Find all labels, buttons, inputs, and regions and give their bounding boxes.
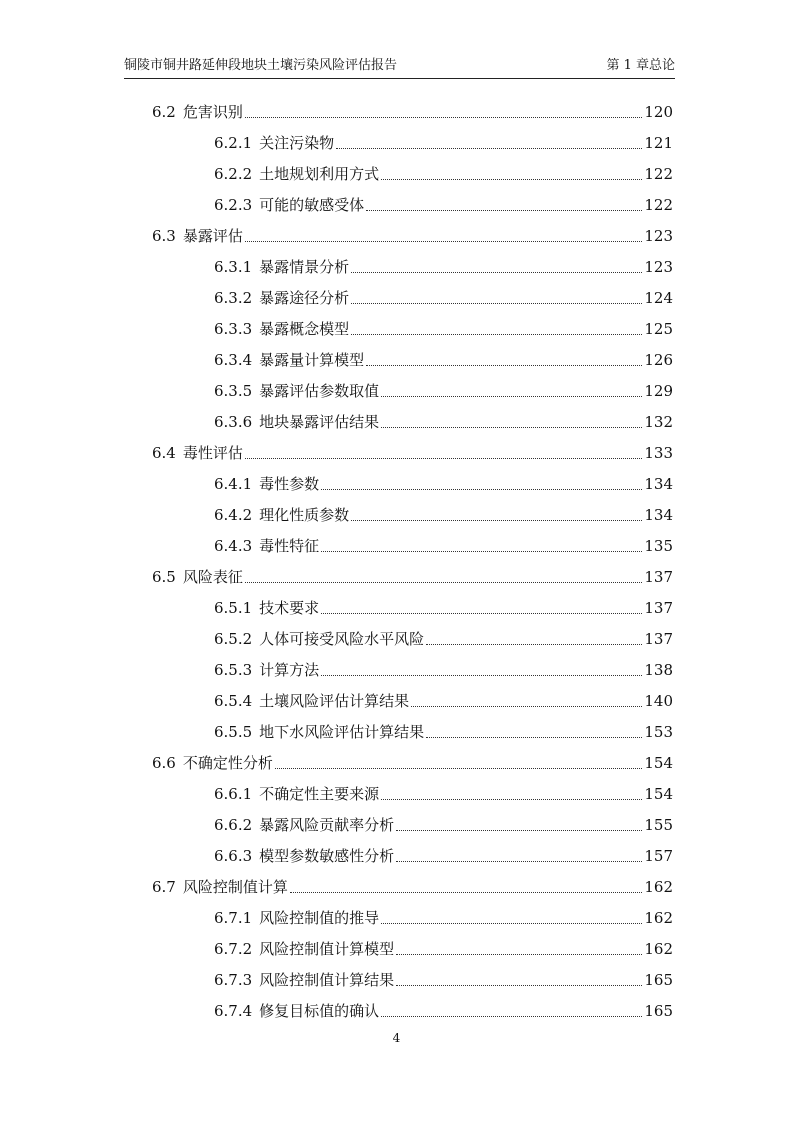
toc-entry[interactable] xyxy=(214,533,673,555)
toc-entry-number: 6.6.2 xyxy=(214,816,253,834)
toc-entry[interactable] xyxy=(214,595,673,617)
toc-entry-page: 133 xyxy=(644,444,673,462)
toc-entry[interactable] xyxy=(214,471,673,493)
toc-dot-leader xyxy=(366,210,642,211)
toc-entry-title: 毒性特征 xyxy=(259,537,320,555)
toc-dot-leader xyxy=(321,489,642,490)
toc-dot-leader xyxy=(245,458,642,459)
toc-entry[interactable] xyxy=(214,316,673,338)
toc-dot-leader xyxy=(381,179,642,180)
toc-entry[interactable] xyxy=(152,750,673,772)
toc-dot-leader xyxy=(426,644,642,645)
toc-entry-number: 6.3 xyxy=(152,227,176,245)
toc-entry-number: 6.6.3 xyxy=(214,847,253,865)
toc-entry-number: 6.5.1 xyxy=(214,599,253,617)
toc-entry-page: 165 xyxy=(644,1002,673,1020)
toc-entry-number: 6.7 xyxy=(152,878,176,896)
toc-entry-page: 126 xyxy=(644,351,673,369)
toc-entry[interactable] xyxy=(214,719,673,741)
toc-dot-leader xyxy=(245,241,642,242)
toc-entry-title: 土地规划利用方式 xyxy=(259,165,380,183)
toc-entry-page: 121 xyxy=(644,134,673,152)
toc-entry-title: 风险控制值计算结果 xyxy=(259,971,395,989)
toc-entry[interactable] xyxy=(214,781,673,803)
toc-entry-number: 6.4 xyxy=(152,444,176,462)
toc-entry[interactable] xyxy=(152,99,673,121)
toc-entry[interactable] xyxy=(152,440,673,462)
toc-dot-leader xyxy=(366,365,642,366)
toc-entry-number: 6.5.2 xyxy=(214,630,253,648)
toc-entry-page: 162 xyxy=(644,909,673,927)
toc-entry-title: 暴露量计算模型 xyxy=(259,351,365,369)
toc-entry-title: 技术要求 xyxy=(259,599,320,617)
toc-dot-leader xyxy=(381,396,642,397)
toc-dot-leader xyxy=(426,737,642,738)
toc-entry-page: 129 xyxy=(644,382,673,400)
toc-entry-number: 6.6 xyxy=(152,754,176,772)
toc-entry-title: 暴露情景分析 xyxy=(259,258,350,276)
toc-dot-leader xyxy=(381,427,642,428)
toc-dot-leader xyxy=(396,861,642,862)
toc-entry-title: 地下水风险评估计算结果 xyxy=(259,723,425,741)
toc-dot-leader xyxy=(321,613,642,614)
toc-entry-number: 6.3.3 xyxy=(214,320,253,338)
toc-entry[interactable] xyxy=(214,843,673,865)
toc-entry-title: 修复目标值的确认 xyxy=(259,1002,380,1020)
toc-entry-page: 162 xyxy=(644,940,673,958)
toc-entry[interactable] xyxy=(214,657,673,679)
toc-dot-leader xyxy=(245,117,642,118)
toc-entry[interactable] xyxy=(214,626,673,648)
toc-entry-number: 6.5.4 xyxy=(214,692,253,710)
toc-entry[interactable] xyxy=(214,998,673,1020)
toc-entry-title: 不确定性主要来源 xyxy=(259,785,380,803)
toc-dot-leader xyxy=(321,675,642,676)
toc-entry[interactable] xyxy=(214,502,673,524)
toc-entry-page: 155 xyxy=(644,816,673,834)
toc-entry-page: 123 xyxy=(644,227,673,245)
toc-dot-leader xyxy=(351,272,642,273)
toc-entry-number: 6.7.1 xyxy=(214,909,253,927)
toc-entry-page: 165 xyxy=(644,971,673,989)
toc-entry[interactable] xyxy=(214,905,673,927)
toc-dot-leader xyxy=(245,582,642,583)
toc-entry-title: 模型参数敏感性分析 xyxy=(259,847,395,865)
toc-entry-title: 毒性参数 xyxy=(259,475,320,493)
toc-entry-number: 6.7.4 xyxy=(214,1002,253,1020)
toc-entry-title: 关注污染物 xyxy=(259,134,335,152)
toc-entry-number: 6.3.2 xyxy=(214,289,253,307)
toc-entry-title: 人体可接受风险水平风险 xyxy=(259,630,425,648)
toc-entry-number: 6.3.5 xyxy=(214,382,253,400)
toc-entry[interactable] xyxy=(214,254,673,276)
toc-entry-page: 137 xyxy=(644,599,673,617)
toc-entry-page: 137 xyxy=(644,630,673,648)
toc-dot-leader xyxy=(290,892,642,893)
toc-entry-title: 土壤风险评估计算结果 xyxy=(259,692,410,710)
toc-entry[interactable] xyxy=(214,285,673,307)
toc-entry-title: 不确定性分析 xyxy=(182,754,273,772)
toc-entry[interactable] xyxy=(152,564,673,586)
toc-entry-page: 120 xyxy=(644,103,673,121)
toc-entry[interactable] xyxy=(214,688,673,710)
toc-entry-number: 6.6.1 xyxy=(214,785,253,803)
toc-dot-leader xyxy=(381,1016,642,1017)
toc-entry-page: 154 xyxy=(644,754,673,772)
toc-entry-title: 暴露评估参数取值 xyxy=(259,382,380,400)
toc-entry-number: 6.4.3 xyxy=(214,537,253,555)
toc-entry-title: 理化性质参数 xyxy=(259,506,350,524)
toc-entry[interactable] xyxy=(152,223,673,245)
toc-dot-leader xyxy=(336,148,642,149)
toc-entry-page: 153 xyxy=(644,723,673,741)
toc-dot-leader xyxy=(381,799,642,800)
toc-dot-leader xyxy=(396,985,642,986)
toc-entry-page: 122 xyxy=(644,165,673,183)
toc-entry-number: 6.7.2 xyxy=(214,940,253,958)
toc-entry-title: 危害识别 xyxy=(182,103,243,121)
toc-entry-page: 134 xyxy=(644,475,673,493)
toc-entry[interactable] xyxy=(214,409,673,431)
toc-entry-page: 124 xyxy=(644,289,673,307)
toc-entry-title: 风险控制值计算 xyxy=(182,878,288,896)
toc-entry-title: 暴露评估 xyxy=(182,227,243,245)
toc-dot-leader xyxy=(396,954,642,955)
toc-entry-number: 6.5.5 xyxy=(214,723,253,741)
toc-entry-title: 暴露概念模型 xyxy=(259,320,350,338)
toc-entry-page: 125 xyxy=(644,320,673,338)
toc-entry[interactable] xyxy=(214,130,673,152)
toc-entry-number: 6.2 xyxy=(152,103,176,121)
toc-dot-leader xyxy=(275,768,642,769)
toc-entry-number: 6.5 xyxy=(152,568,176,586)
toc-dot-leader xyxy=(351,520,642,521)
toc-entry-title: 风险表征 xyxy=(182,568,243,586)
toc-entry-page: 135 xyxy=(644,537,673,555)
toc-entry[interactable] xyxy=(214,936,673,958)
toc-entry-page: 123 xyxy=(644,258,673,276)
toc-entry[interactable] xyxy=(152,874,673,896)
toc-dot-leader xyxy=(321,551,642,552)
toc-dot-leader xyxy=(411,706,642,707)
toc-entry-number: 6.2.1 xyxy=(214,134,253,152)
toc-entry-title: 风险控制值计算模型 xyxy=(259,940,395,958)
toc-entry-page: 154 xyxy=(644,785,673,803)
report-title: 铜陵市铜井路延伸段地块土壤污染风险评估报告 xyxy=(124,58,398,73)
toc-entry-title: 暴露风险贡献率分析 xyxy=(259,816,395,834)
toc-entry-page: 157 xyxy=(644,847,673,865)
toc-dot-leader xyxy=(351,334,642,335)
toc-entry-title: 风险控制值的推导 xyxy=(259,909,380,927)
toc-entry-title: 地块暴露评估结果 xyxy=(259,413,380,431)
toc-entry-title: 计算方法 xyxy=(259,661,320,679)
toc-entry-page: 137 xyxy=(644,568,673,586)
toc-entry[interactable] xyxy=(214,967,673,989)
toc-entry[interactable] xyxy=(214,378,673,400)
toc-entry-page: 140 xyxy=(644,692,673,710)
toc-entry-page: 132 xyxy=(644,413,673,431)
toc-entry[interactable] xyxy=(214,161,673,183)
toc-entry-number: 6.3.4 xyxy=(214,351,253,369)
toc-entry-page: 134 xyxy=(644,506,673,524)
toc-entry-number: 6.4.2 xyxy=(214,506,253,524)
toc-entry-number: 6.3.6 xyxy=(214,413,253,431)
toc-entry-page: 122 xyxy=(644,196,673,214)
toc-entry-title: 暴露途径分析 xyxy=(259,289,350,307)
toc-entry-number: 6.5.3 xyxy=(214,661,253,679)
toc-entry-title: 可能的敏感受体 xyxy=(259,196,365,214)
toc-entry-page: 138 xyxy=(644,661,673,679)
toc-entry-number: 6.4.1 xyxy=(214,475,253,493)
toc-dot-leader xyxy=(381,923,642,924)
toc-entry[interactable] xyxy=(214,192,673,214)
toc-entry-number: 6.2.2 xyxy=(214,165,253,183)
toc-entry-number: 6.3.1 xyxy=(214,258,253,276)
toc-entry[interactable] xyxy=(214,812,673,834)
toc-dot-leader xyxy=(351,303,642,304)
toc-entry-number: 6.2.3 xyxy=(214,196,253,214)
toc-entry-number: 6.7.3 xyxy=(214,971,253,989)
toc-entry[interactable] xyxy=(214,347,673,369)
toc-dot-leader xyxy=(396,830,642,831)
toc-entry-page: 162 xyxy=(644,878,673,896)
page-number: 4 xyxy=(392,1031,401,1045)
chapter-label: 第 1 章总论 xyxy=(606,58,675,73)
toc-entry-title: 毒性评估 xyxy=(182,444,243,462)
